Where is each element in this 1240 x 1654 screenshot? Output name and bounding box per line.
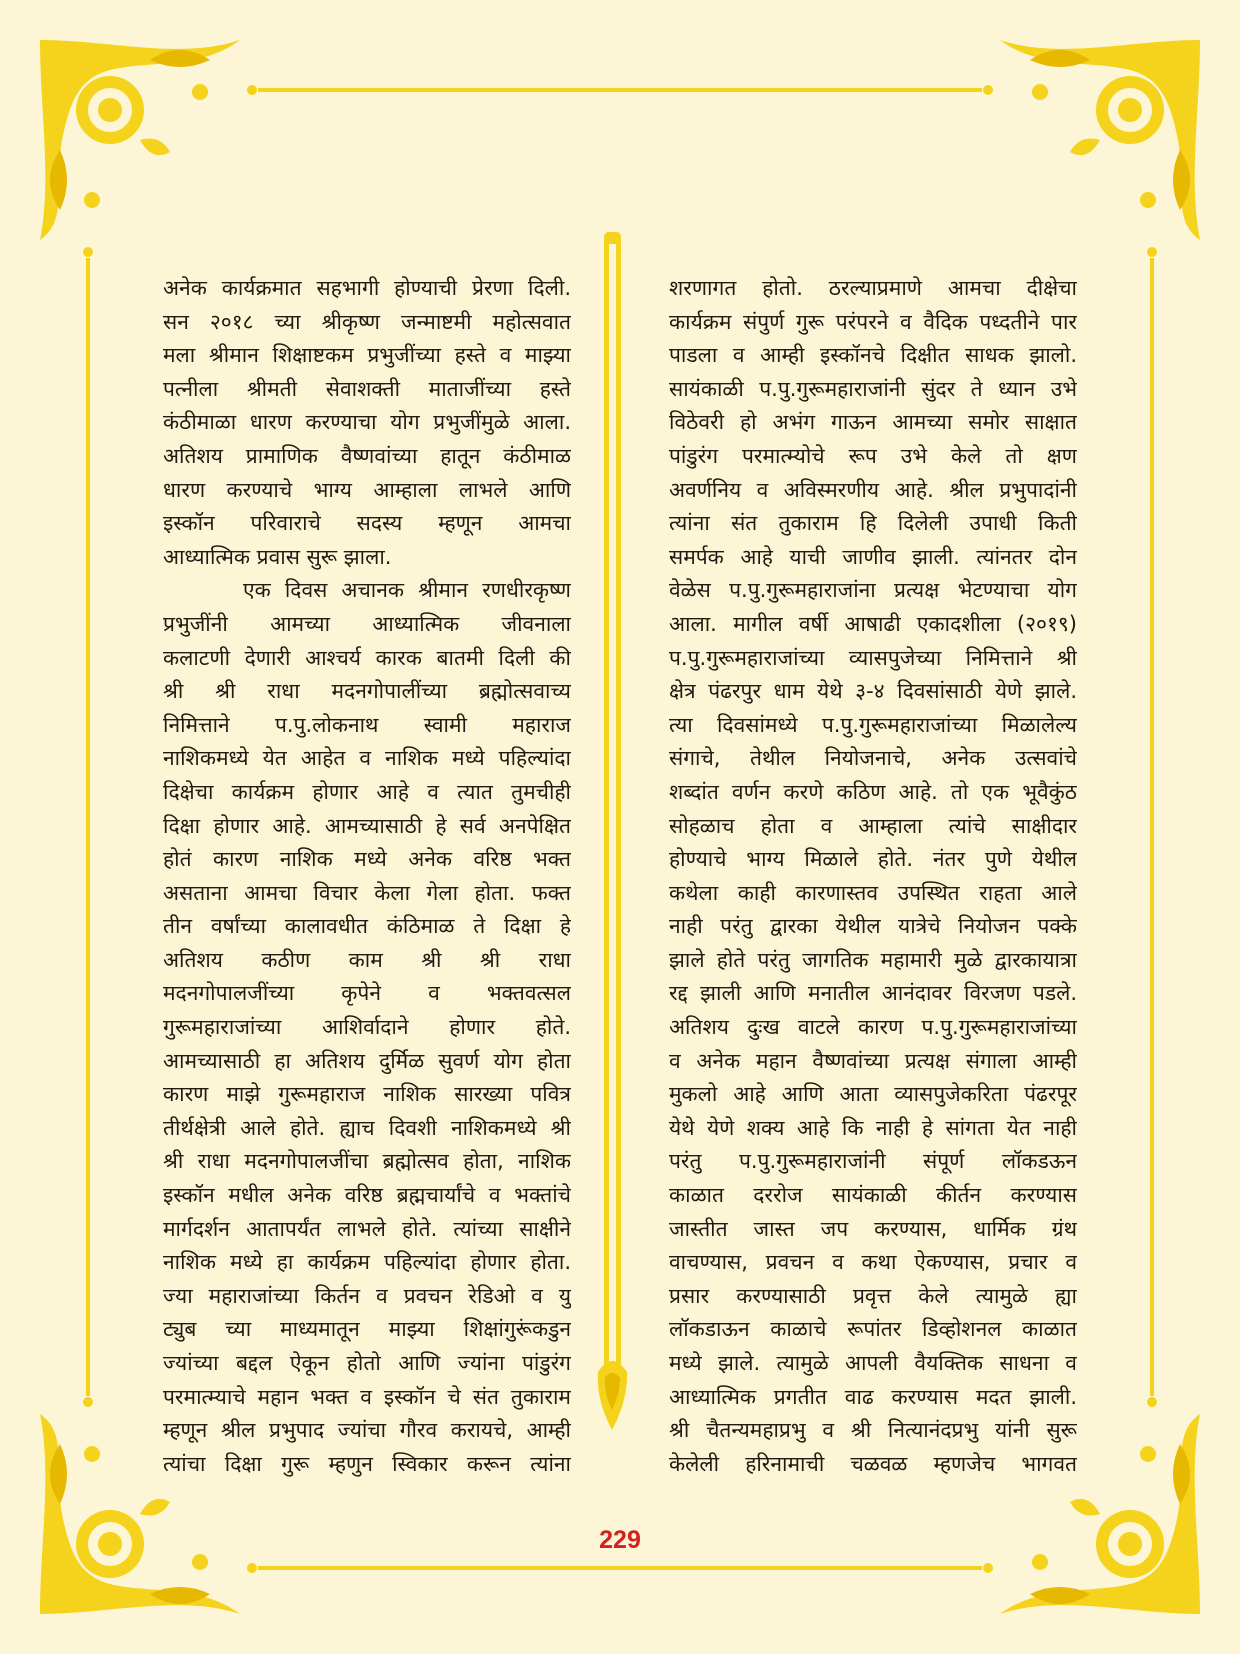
text-line: इस्कॉन परिवाराचे सदस्य म्हणून आमचा: [163, 511, 571, 536]
text-line: वेळेस प.पु.गुरूमहाराजांना प्रत्यक्ष भेटण्याचा योग: [669, 578, 1077, 603]
text-line: ज्यांच्या बद्दल ऐकून होतो आणि ज्यांना पांडुरंग: [163, 1351, 571, 1375]
text-line: पत्नीला श्रीमती सेवाशक्ती माताजींच्या हस्ते: [163, 376, 571, 401]
text-line: कंठीमाळा धारण करण्याचा योग प्रभुजींमुळे आला.: [163, 410, 571, 435]
text-line: पांडुरंग परमात्म्योचे रूप उभे केले तो क्षण: [669, 443, 1077, 468]
text-line: कथेला काही कारणास्तव उपस्थित राहता आले: [669, 880, 1077, 905]
text-line: सन २०१८ च्या श्रीकृष्ण जन्माष्टमी महोत्सवात: [163, 309, 571, 334]
text-line: शब्दांत वर्णन करणे कठिण आहे. तो एक भूवैकुंठ: [669, 779, 1077, 804]
text-line: अतिशय कठीण काम श्री श्री राधा: [163, 947, 571, 972]
column-divider: [598, 232, 627, 1430]
text-line: श्री राधा मदनगोपालजींचा ब्रह्मोत्सव होता, नाशिक: [163, 1149, 571, 1174]
text-line: म्हणून श्रील प्रभुपाद ज्यांचा गौरव करायचे, आम्ही: [163, 1418, 571, 1443]
text-line: संगाचे, तेथील नियोजनाचे, अनेक उत्सवांचे: [669, 746, 1077, 771]
text-line: तीन वर्षांच्या कालावधीत कंठिमाळ ते दिक्षा हे: [163, 914, 571, 939]
text-line: अतिशय प्रामाणिक वैष्णवांच्या हातून कंठीमाळ: [163, 443, 571, 468]
text-line: आध्यात्मिक प्रवास सुरू झाला.: [163, 544, 392, 569]
text-line: आध्यात्मिक प्रगतीत वाढ करण्यास मदत झाली.: [669, 1384, 1077, 1409]
text-line: परमात्म्याचे महान भक्त व इस्कॉन चे संत तुकाराम: [163, 1384, 571, 1409]
text-line: केलेली हरिनामाची चळवळ म्हणजेच भागवत: [669, 1451, 1077, 1476]
text-line: प.पु.गुरूमहाराजांच्या व्यासपुजेच्या निमित्ताने श्री: [669, 645, 1077, 670]
text-line: दिक्षा होणार आहे. आमच्यासाठी हे सर्व अनपेक्षित: [163, 813, 571, 838]
text-line: अवर्णनिय व अविस्मरणीय आहे. श्रील प्रभुपादांनी: [669, 477, 1077, 502]
text-line: इस्कॉन मधील अनेक वरिष्ठ ब्रह्मचार्यांचे व भक्तांचे: [163, 1183, 571, 1208]
text-line: नाही परंतु द्वारका येथील यात्रेचे नियोजन पक्के: [669, 914, 1077, 939]
right-column: [669, 272, 1077, 1481]
text-line: काळात दररोज सायंकाळी कीर्तन करण्यास: [669, 1183, 1077, 1208]
text-line: नाशिक मध्ये हा कार्यक्रम पहिल्यांदा होणार होता.: [163, 1250, 571, 1275]
text-line: निमित्ताने प.पु.लोकनाथ स्वामी महाराज: [163, 712, 571, 737]
text-line: आला. मागील वर्षी आषाढी एकादशीला (२०१९): [669, 611, 1077, 636]
text-line: गुरूमहाराजांच्या आशिर्वादाने होणार होते.: [163, 1015, 571, 1040]
text-line: मार्गदर्शन आतापर्यंत लाभले होते. त्यांच्या साक्षीने: [163, 1216, 571, 1241]
text-line: तीर्थक्षेत्री आले होते. ह्याच दिवशी नाशिकमध्ये श्री: [163, 1115, 571, 1140]
text-line: सोहळाच होता व आम्हाला त्यांचे साक्षीदार: [669, 813, 1077, 838]
text-line: श्री चैतन्यमहाप्रभु व श्री नित्यानंदप्रभु यांनी सुरू: [669, 1418, 1077, 1443]
text-line: व अनेक महान वैष्णवांच्या प्रत्यक्ष संगाला आम्ही: [669, 1048, 1077, 1073]
text-line: समर्पक आहे याची जाणीव झाली. त्यांनतर दोन: [669, 544, 1077, 569]
text-line: धारण करण्याचे भाग्य आम्हाला लाभले आणि: [163, 477, 571, 502]
text-line: कार्यक्रम संपुर्ण गुरू परंपरने व वैदिक पध्दतीने पार: [669, 309, 1077, 334]
text-line: वाचण्यास, प्रवचन व कथा ऐकण्यास, प्रचार व: [669, 1250, 1077, 1275]
text-line: एक दिवस अचानक श्रीमान रणधीरकृष्ण: [243, 578, 571, 603]
text-line: अतिशय दुःख वाटले कारण प.पु.गुरूमहाराजांच्या: [669, 1015, 1077, 1040]
page-number: 229: [599, 1526, 641, 1554]
text-line: आमच्यासाठी हा अतिशय दुर्मिळ सुवर्ण योग होता: [163, 1048, 571, 1073]
text-line: असताना आमचा विचार केला गेला होता. फक्त: [163, 880, 571, 905]
text-line: त्यांना संत तुकाराम हि दिलेली उपाधी किती: [669, 511, 1077, 536]
text-line: परंतु प.पु.गुरूमहाराजांनी संपूर्ण लॉकडऊन: [669, 1149, 1077, 1174]
text-line: जास्तीत जास्त जप करण्यास, धार्मिक ग्रंथ: [669, 1216, 1077, 1241]
text-line: त्या दिवसांमध्ये प.पु.गुरूमहाराजांच्या मिळालेल्य: [669, 712, 1077, 737]
text-line: पाडला व आम्ही इस्कॉनचे दिक्षीत साधक झालो.: [669, 343, 1077, 368]
text-line: होतं कारण नाशिक मध्ये अनेक वरिष्ठ भक्त: [163, 847, 571, 872]
text-line: शरणागत होतो. ठरल्याप्रमाणे आमचा दीक्षेचा: [669, 276, 1077, 300]
text-line: होण्याचे भाग्य मिळाले होते. नंतर पुणे येथील: [669, 847, 1077, 872]
text-line: अनेक कार्यक्रमात सहभागी होण्याची प्रेरणा दिली.: [163, 276, 571, 300]
text-line: ट्युब च्या माध्यमातून माझ्या शिक्षांगुरूंकडुन: [163, 1317, 571, 1342]
text-line: क्षेत्र पंढरपुर धाम येथे ३-४ दिवसांसाठी येणे झाले.: [669, 679, 1077, 704]
text-line: मध्ये झाले. त्यामुळे आपली वैयक्तिक साधना व: [669, 1351, 1077, 1375]
text-line: दिक्षेचा कार्यक्रम होणार आहे व त्यात तुमचीही: [163, 779, 571, 804]
text-line: लॉकडाऊन काळाचे रूपांतर डिव्होशनल काळात: [669, 1317, 1077, 1342]
left-column: [163, 272, 571, 1481]
text-line: प्रसार करण्यासाठी प्रवृत्त केले त्यामुळे ह्या: [669, 1283, 1077, 1308]
text-line: त्यांचा दिक्षा गुरू म्हणुन स्विकार करून त्यांना: [163, 1451, 571, 1476]
text-line: श्री श्री राधा मदनगोपालींच्या ब्रह्मोत्सवाच्य: [163, 679, 571, 704]
text-line: सायंकाळी प.पु.गुरूमहाराजांनी सुंदर ते ध्यान उभे: [669, 376, 1077, 401]
text-line: मला श्रीमान शिक्षाष्टकम प्रभुजींच्या हस्ते व माझ्या: [163, 343, 571, 368]
text-line: कलाटणी देणारी आश्चर्य कारक बातमी दिली की: [163, 645, 571, 670]
text-line: प्रभुजींनी आमच्या आध्यात्मिक जीवनाला: [163, 611, 571, 636]
text-line: ज्या महाराजांच्या किर्तन व प्रवचन रेडिओ व यु: [163, 1283, 571, 1308]
text-line: विठेवरी हो अभंग गाऊन आमच्या समोर साक्षात: [669, 410, 1077, 435]
text-line: नाशिकमध्ये येत आहेत व नाशिक मध्ये पहिल्यांदा: [163, 746, 571, 771]
text-line: झाले होते परंतु जागतिक महामारी मुळे द्वारकायात्रा: [669, 947, 1077, 972]
text-line: कारण माझे गुरूमहाराज नाशिक सारख्या पवित्र: [163, 1082, 571, 1107]
text-line: रद्द झाली आणि मनातील आनंदावर विरजण पडले.: [669, 981, 1077, 1006]
text-line: येथे येणे शक्य आहे कि नाही हे सांगता येत नाही: [669, 1115, 1077, 1140]
text-line: मदनगोपालजींच्या कृपेने व भक्तवत्सल: [163, 981, 571, 1006]
text-line: मुकलो आहे आणि आता व्यासपुजेकरिता पंढरपूर: [669, 1082, 1077, 1107]
